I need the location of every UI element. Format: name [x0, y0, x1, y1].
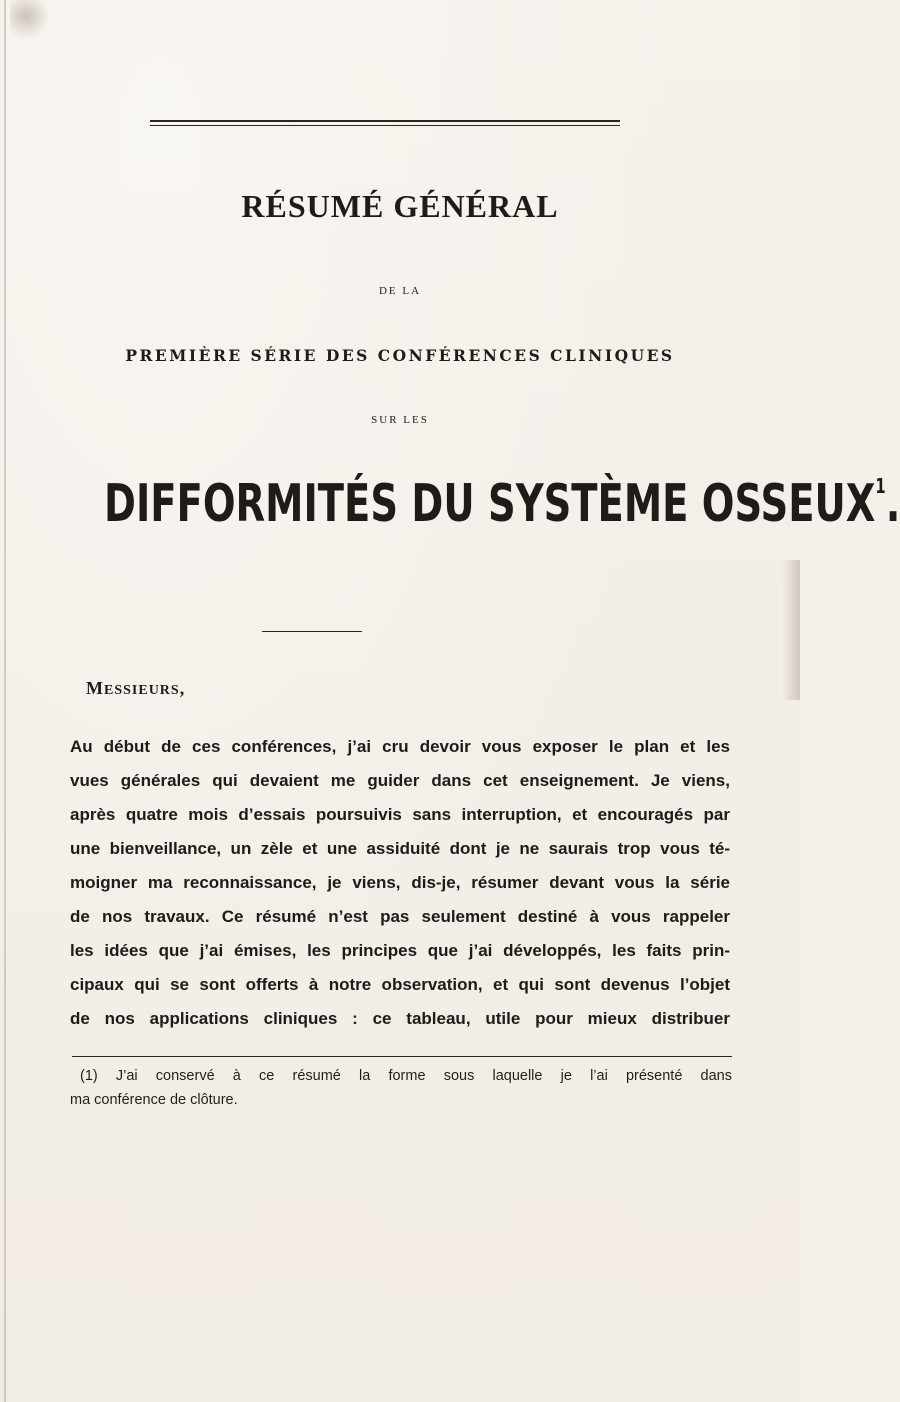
- subject-title: [104, 474, 900, 534]
- body-line: les idées que j’ai émises, les principes que j’ai développés, les faits prin-: [70, 941, 730, 960]
- series-heading: PREMIÈRE SÉRIE DES CONFÉRENCES CLINIQUES: [125, 346, 675, 365]
- body-line: de nos travaux. Ce résumé n’est pas seulement destiné à vous rappeler: [70, 907, 730, 926]
- connector-sur-les: SUR LES: [371, 414, 429, 426]
- paper-stain: [10, 0, 50, 40]
- body-line: moigner ma reconnaissance, je viens, dis-je, résumer devant vous la série: [70, 873, 730, 892]
- body-line: vues générales qui devaient me guider dans cet enseignement. Je viens,: [70, 771, 730, 790]
- body-paragraph: [70, 730, 730, 1036]
- top-double-rule: [150, 120, 620, 126]
- body-line: cipaux qui se sont offerts à notre observation, et qui sont devenus l’objet: [70, 975, 730, 994]
- footnote: [70, 1064, 732, 1112]
- subject-title-text: DIFFORMITÉS DU SYSTÈME OSSEUX: [104, 474, 876, 534]
- body-line: de nos applications cliniques : ce tableau, utile pour mieux distribuer: [70, 1009, 730, 1028]
- section-rule: [262, 631, 362, 632]
- salutation-punct: ,: [179, 678, 186, 698]
- body-line: après quatre mois d’essais poursuivis sans interruption, et encouragés par: [70, 805, 730, 824]
- subject-title-period: .: [885, 474, 900, 534]
- body-line: Au début de ces conférences, j’ai cru devoir vous exposer le plan et les: [70, 737, 730, 756]
- footnote-rule: [72, 1056, 732, 1057]
- page-title: RÉSUMÉ GÉNÉRAL: [241, 188, 559, 224]
- salutation-initial: M: [86, 678, 104, 698]
- page-edge-shadow: [782, 560, 800, 700]
- body-line: une bienveillance, un zèle et une assiduité dont je ne saurais trop vous té-: [70, 839, 730, 858]
- salutation-rest: ESSIEURS: [104, 683, 180, 698]
- salutation: [86, 678, 185, 699]
- footnote-line: ma conférence de clôture.: [70, 1092, 238, 1108]
- connector-de-la: DE LA: [378, 285, 422, 297]
- footnote-marker: 1: [875, 474, 886, 498]
- footnote-line: (1) J’ai conservé à ce résumé la forme sous laquelle je l’ai présenté dans: [80, 1068, 732, 1084]
